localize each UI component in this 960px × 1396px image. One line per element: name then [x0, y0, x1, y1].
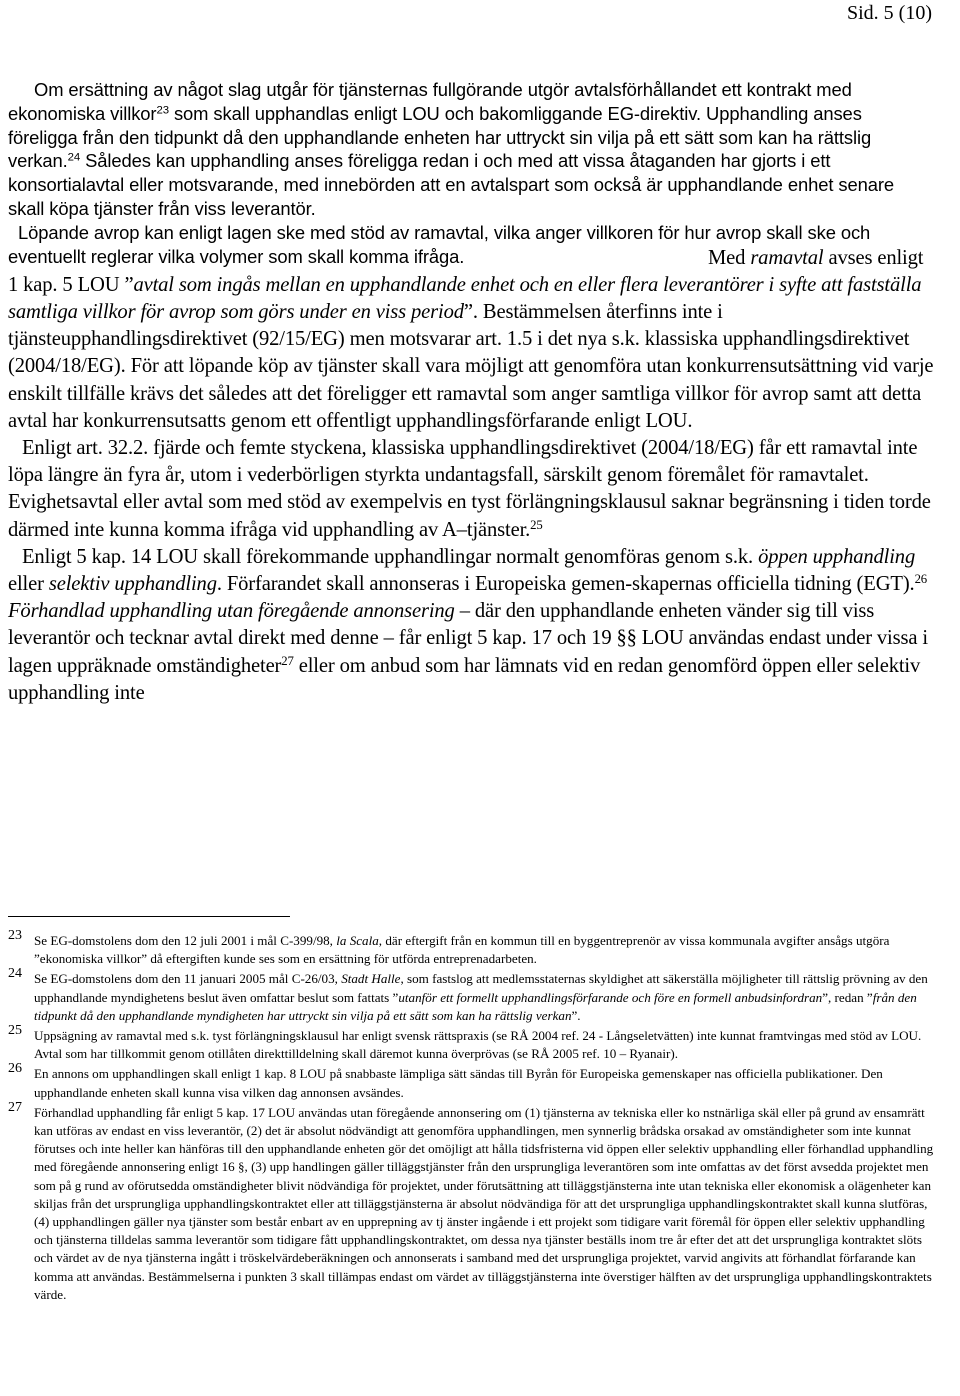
- footnote-number: 25: [8, 1023, 22, 1039]
- footnote-number: 24: [8, 966, 22, 982]
- footnote-ref-25: 25: [530, 517, 543, 532]
- footnote-26: [8, 1061, 938, 1101]
- footnote-text: En annons om upphandlingen skall enligt 1 kap. 8 LOU på snabbaste lämpliga sätt sändas till Byrån för Europeiska gemenskaper nas officiella publikationer. Den upphandlande enheten skall kunna visa vilken dag annonsen avsändes.: [34, 1066, 883, 1100]
- footnote-ref-26: 26: [914, 572, 928, 586]
- footnote-text: Se EG-domstolens dom den 12 juli 2001 i mål C-399/98, la Scala, där eftergift från en kommun till en byggentreprenör av vissa kommunala avgifter ansågs utgöra ”ekonomiska villkor” då eftergiften kunde ses som en ersättning för utförda entreprenadarbeten.: [34, 933, 890, 967]
- paragraph-2-part-a: Löpande avrop kan enligt lagen ske med stöd av ramavtal, vilka anger villkoren för hur avrop skall ske och eventuellt reglerar vilka volymer som skall komma ifråga.: [8, 221, 871, 267]
- footnote-24: [8, 966, 938, 1025]
- footnote-text: Förhandlad upphandling får enligt 5 kap. 17 LOU användas utan föregående annonsering om (1) tjänsterna av tekniska eller ko nstnärliga skäl eller på grund av ensamrätt kan utföras av endast en viss leverantör, (2) det är absolut nödvändigt att genomföra upphandlingen, men synnerlig brådska orsakad av omständigheter som inte kunnat förutses och inte heller kan hänföras till den upphandlande enheten gör det omöjligt att hålla tidsfristerna vid öppen eller selektiv upphandling eller förhandlad upphandling med föregående annonsering enligt 16 §, (3) upp handlingen gäller tilläggstjänster från den ursprungliga leverantören som inte omfattas av det först avsedda projektet men som på g rund av oförutsedda omständigheter blivit nödvändiga för projektet, under förutsättning att tilläggstjänsterna inte utan tekniska eller ekonomisk a olägenheter kan skiljas från det ursprungliga upphandlingskontraktet eller att tilläggstjänsterna är absolut nödvändiga för att det ursprungliga upphandlingskontraktet skall kunna slutföras, (4) upphandlingen gäller nya tjänster som består enbart av en upprepning av tj änster ingående i ett projekt som tidigare varit föremål för öppen eller selektiv upphandling och tjänsterna tilldelas samma leverantör som tidigare fått upphandlingskontraktet, om dessa nya tjänster beställs inom tre år efter det att det ursprungliga kontraktet slöts och värdet av de nya tjänsterna ingått i tröskelvärdeberäkningen och annonserats i samband med det ursprungliga projektet, varvid angivits att förhandlat förfarande kan komma att användas. Bestämmelserna i punkten 3 skall tillämpas endast om värdet av tilläggstjänsterna inte överstiger hälften av det ursprungliga upphandlingskontraktets värde.: [34, 1104, 934, 1302]
- paragraph-2: Med ramavtal avses enligt 1 kap. 5 LOU ”avtal som ingås mellan en upphandlande enhet och en eller flera leverantörer i syfte att fastställa samtliga villkor för avrop som görs under en viss period”. Bestämmelsen återfinns inte i tjänsteupphandlingsdirektivet (92/15/EG) men motsvarar art. 1.5 i det nya s.k. klassiska upphandlingsdirektivet (2004/18/EG). För att löpande köp av tjänster skall vara möjligt att genomföra utan konkurrensutsättning vid varje enskilt tillfälle krävs det således att det föreligger ett ramavtal som anger samtliga villkor för avrop samt att detta avtal har konkurrensutsatts genom ett offentligt upphandlingsförfarande enligt LOU.: [8, 246, 934, 432]
- footnote-ref-27: 27: [281, 653, 294, 668]
- page-number: Sid. 5 (10): [847, 2, 932, 24]
- footnote-25: [8, 1023, 938, 1063]
- footnote-number: 23: [8, 928, 22, 943]
- footnotes: [8, 928, 938, 1306]
- paragraph-4: Enligt 5 kap. 14 LOU skall förekommande upphandlingar normalt genomföras genom s.k. öppen upphandling eller selektiv upphandling. Förfarandet skall annonseras i Europeiska gemen-skapernas officiella tidning (EGT).$^{26}$ Förhandlad upphandling utan föregående annonsering – där den upphandlande enheten vänder sig till viss leverantör och tecknar avtal direkt med denne – får enligt 5 kap. 17 och 19 §§ LOU användas endast under vissa i lagen uppräknade omständigheter$^{27}$ eller om anbud som har lämnats vid en redan genomförd öppen eller selektiv upphandling inte: [8, 545, 928, 704]
- footnote-23: [8, 928, 938, 968]
- paragraph-1: Om ersättning av något slag utgår för tjänsternas fullgörande utgör avtalsförhållandet ett kontrakt med ekonomiska villkor$^{23}$ som skall upphandlas enligt LOU och bakomliggande EG-direktiv. Upphandling anses föreligga från den tidpunkt då den upphandlande enheten har uttryckt sin vilja på ett sätt som kan ha rättslig verkan.$^{24}$ Således kan upphandling anses föreligga redan i och med att vissa åtaganden har gjorts i ett konsortialavtal eller motsvarande, med innebörden att en avtalspart som också är upphandlande enhet senare skall köpa tjänster från viss leverantör.: [8, 79, 894, 219]
- footnote-number: 26: [8, 1061, 22, 1077]
- footnote-ref-24: 24: [67, 152, 81, 165]
- footnote-27: [8, 1099, 938, 1304]
- footnote-text: Se EG-domstolens dom den 11 januari 2005 mål C-26/03, Stadt Halle, som fastslog att medlemsstaternas skyldighet att säkerställa möjligheter till rättslig prövning av den upphandlande myndighetens beslut även omfattar beslut som fattats ”utanför ett formellt upphandlingsförfarande och före en formell anbudsinfordran”, redan ”från den tidpunkt då den upphandlande myndigheten har uttryckt sin vilja på ett sätt som kan ha rättslig verkan”.: [34, 971, 928, 1023]
- footnote-number: 27: [8, 1099, 22, 1115]
- footnote-ref-23: 23: [156, 104, 169, 117]
- footnote-text: Uppsägning av ramavtal med s.k. tyst förlängningsklausul har enligt svensk rättspraxis (se RÅ 2004 ref. 24 - Långseletvätten) inte kunnat framtvingas med stöd av LOU. Avtal som har tillkommit genom otillåten direkttilldelning skall däremot kunna överprövas (se RÅ 2005 ref. 10 – Ryanair).: [34, 1028, 922, 1062]
- paragraph-3: Enligt art. 32.2. fjärde och femte styckena, klassiska upphandlingsdirektivet (2004/18/EG) får ett ramavtal inte löpa längre än fyra år, utom i vederbörligen styrkta undantagsfall, särskilt genom föremålet för ramavtalet. Evighetsavtal eller avtal som med stöd av exempelvis en tyst förlängningsklausul saknar begränsning i tiden torde därmed inte kunna komma ifråga vid upphandling av A–tjänster.$^{25}$: [8, 437, 931, 541]
- footnote-divider: [8, 916, 290, 917]
- main-text: [8, 78, 934, 707]
